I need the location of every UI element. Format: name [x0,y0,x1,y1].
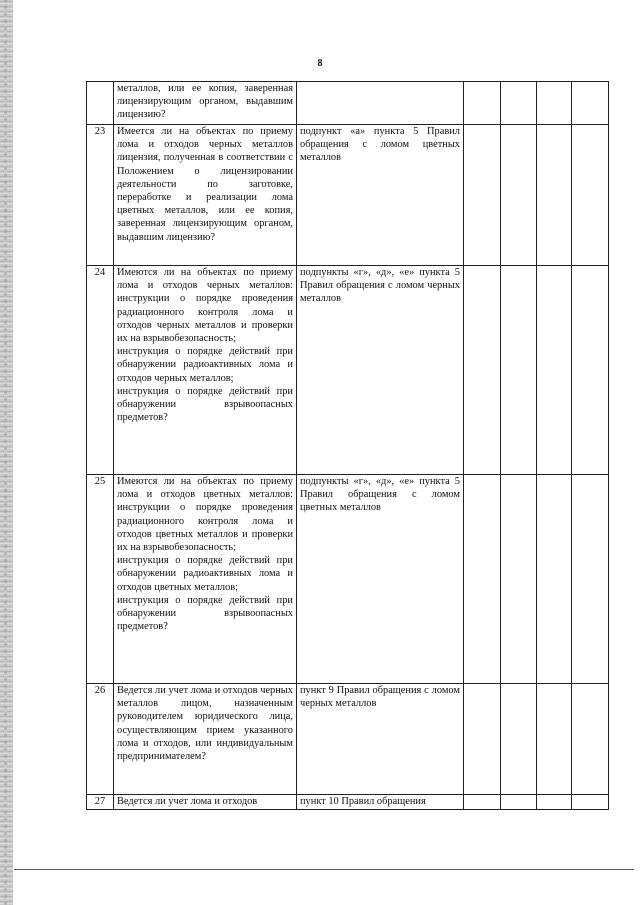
question-text: инструкция о порядке действий при обнаружении радиоактивных лома и отходов цветных металлов; [117,555,293,593]
row-number: 25 [87,475,114,684]
answer-cell [464,475,501,684]
answer-cell [464,684,501,795]
question-text: Имеется ли на объектах по приему лома и отходов черных металлов лицензия, полученная в соответствии с Положением о лицензировании деятельности по заготовке, переработке и реализации лома цветных металлов, или ее копия, заверенная лицензирующим органом, выдавшим лицензию? [117,126,293,243]
question-cell [114,795,297,810]
scan-bottom-line [14,869,634,870]
reference-cell [297,82,464,125]
answer-cell [501,684,537,795]
answer-cell [464,82,501,125]
reference-cell: пункт 9 Правил обращения с ломом черных металлов [297,684,464,795]
answer-cell [501,125,537,266]
reference-cell: подпункты «г», «д», «е» пункта 5 Правил обращения с ломом цветных металлов [297,475,464,684]
answer-cell [464,795,501,810]
reference-cell: пункт 10 Правил обращения [297,795,464,810]
answer-cell [464,266,501,475]
answer-cell [537,266,572,475]
question-text: металлов, или ее копия, заверенная лицензирующим органом, выдавшим лицензию? [117,83,293,121]
row-number: 27 [87,795,114,810]
question-text: Имеются ли на объектах по приему лома и отходов черных металлов: инструкции о порядке проведения радиационного контроля лома и отходов черных металлов и проверки их на взрывобезопасность; [117,267,293,345]
answer-cell [537,684,572,795]
question-text: инструкция о порядке действий при обнаружении взрывоопасных предметов? [117,594,293,633]
question-cell [114,266,297,475]
question-text: инструкция о порядке действий при обнаружении радиоактивных лома и отходов черных металлов; [117,346,293,384]
table-row [87,266,609,475]
answer-cell [537,795,572,810]
question-cell [114,475,297,684]
answer-cell [572,125,609,266]
question-cell [114,82,297,125]
answer-cell [464,125,501,266]
table-row [87,125,609,266]
answer-cell [501,475,537,684]
question-text: Имеются ли на объектах по приему лома и отходов цветных металлов: инструкции о порядке проведения радиационного контроля лома и отходов цветных металлов и проверки их на взрывобезопасность; [117,476,293,554]
table-row [87,795,609,810]
answer-cell [537,125,572,266]
answer-cell [572,475,609,684]
answer-cell [537,82,572,125]
answer-cell [572,82,609,125]
row-number: 23 [87,125,114,266]
row-number [87,82,114,125]
answer-cell [537,475,572,684]
row-number: 26 [87,684,114,795]
question-text: Ведется ли учет лома и отходов черных металлов лицом, назначенным руководителем юридического лица, осуществляющим прием указанного лома и отходов, или индивидуальным предпринимателем? [117,685,293,763]
answer-cell [572,266,609,475]
reference-cell: подпункт «а» пункта 5 Правил обращения с ломом цветных металлов [297,125,464,266]
answer-cell [501,82,537,125]
question-cell [114,684,297,795]
row-number: 24 [87,266,114,475]
table-row [87,684,609,795]
question-text: инструкция о порядке действий при обнаружении взрывоопасных предметов? [117,385,293,424]
answer-cell [572,684,609,795]
answer-cell [501,266,537,475]
answer-cell [501,795,537,810]
scan-edge [0,0,13,905]
reference-cell: подпункты «г», «д», «е» пункта 5 Правил обращения с ломом черных металлов [297,266,464,475]
question-cell [114,125,297,266]
page-number: 8 [317,58,323,69]
table-row [87,475,609,684]
answer-cell [572,795,609,810]
table-row [87,82,609,125]
question-text: Ведется ли учет лома и отходов [117,796,258,807]
checklist-table [86,81,609,810]
